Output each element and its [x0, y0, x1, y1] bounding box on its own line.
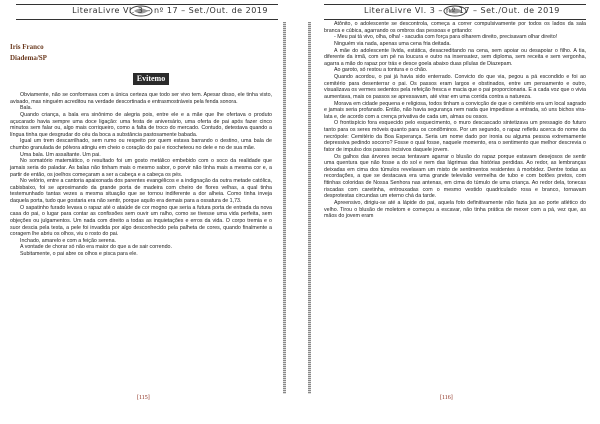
right-page: [300, 0, 600, 424]
paragraph: Inchado, amarelo e com a feição serena.: [20, 237, 116, 244]
paragraph: A mãe do adolescente lívida, estática, desacreditando na cena, sem apoiar ou desapoiar o filho. A tia, diferente da irmã, com um pé na loucura e outro na insensatez, sem diploma, sem receita e sem vergonha, agarra a mão do rapaz por trás e desce goela abaixo duas pílulas de Diazepam.: [324, 47, 586, 67]
author-place: Diadema/SP: [10, 54, 47, 62]
paragraph: Subitamente, o pai abre os olhos e pisca para ele.: [20, 251, 138, 257]
running-header-right: [324, 4, 586, 20]
page-number-left: [115]: [137, 395, 150, 401]
running-header-left: [16, 4, 278, 20]
paragraph: Bala.: [20, 105, 33, 112]
page-edge-decoration: [308, 22, 311, 394]
paragraph: Quando acordou, o pai já havia sido enterrado. Convicto do que via, pegou a pá escondido e foi ao cemitério para desenterrar o pai. Os passos eram largos e obstinados, entre um pensamento e outro, visualizava os vermes sedentos pela refeição fresca e macia que o pai proporcionaria. E a cada voz que o vivia aumentava, mais os passos se apressavam, até virar em uma corrida contra a natureza.: [324, 74, 586, 100]
author-name: Iris Franco: [10, 43, 44, 51]
paragraph: Os galhos das árvores secas tentavam agarrar o blusão do rapaz porque estavam desejosos de sentir uma quentura que não fosse a do sol e nem das lágrimas das histórias perdidas. Ao redor, as lembranças deixadas em cima dos túmulos revelavam um misto de sentimentos residentes à morbidez. Dentre todas as recordações, a que se destacava era uma grande televisão vermelha de tubo e com botões pretos, com fitinhas coloridas de Nossa Senhora nas antenas, em cima do túmulo de uma criança. Ao redor dela, tonecas riscadas com caretinha, entrouxadas com o mesmo vestido quadriculado rosa e branco, tornavam desprotestas circundas um eterno chá da tarde.: [324, 153, 586, 200]
page-edge-decoration: [283, 22, 286, 394]
paragraph: Obviamente, não se conformava com a única certeza que todo ser vivo tem. Apesar disso, ele tinha visto, avisado, mas ninguém acreditou na verdade descortinada e entrasmostráveis pela fenda sonora.: [10, 92, 272, 105]
paragraph: Morava em cidade pequena e religiosa, todos tinham a convicção de que o cemitério era um local sagrado e jamais seria profanado. Então, não havia segurança nem nada que impedisse a entrada, só uns bichos vira-lata e, de acordo com a crença privativa de cada um, almas ou ossos.: [324, 100, 586, 120]
paragraph: No velório, entre a cantoria apaixonada dos parentes evangélicos e a indignação da outra metade católica, cabisbaixo, foi se aproximando da grande porta de madeira com cheiro de flores velhas, a qual tinha testemunhado tantas vezes a mesma situação que se tornou indiferente a dor alheia. Como tinha inveja daquela porta, tudo que gostaria era não sentir, porque aquilo era demais para a ossatura de 1,73.: [10, 178, 272, 204]
paragraph: No somatório matemático, o resultado foi um gosto metálico embebido com o soco da realidade que jamais seria do paladar. As balas não tinham mais o mesmo sabor, o porvir não tinha mais a mesma cor e, a partir de então, os joelhos começaram a ser a cabeça e a cabeça os pés.: [10, 158, 272, 178]
paragraph: Atônito, o adolescente se descontrola, começa a correr compulsivamente por todos os lados da sala branca e cúbica, agarrando os ombros das pessoas e gritando:: [324, 21, 586, 34]
paragraph: Uma bala. Um assaltante. Um pai.: [20, 151, 101, 158]
story-body-left: [10, 92, 272, 258]
story-title: Evitemo: [133, 73, 169, 85]
paragraph: Ao garoto, só restou a tontura e o chão.: [334, 67, 428, 74]
paragraph: Quando criança, a bala era sinônimo de alegria pois, entre ele e a mãe que lhe ofertava o produto açucarado havia sempre uma doce ligação: uma festa de aniversário, uma oferta de pai após fazer cinco minutos sem falar ou, algo mais corriqueiro, como a falta de troco do mercado. Contudo, detestava quando a língua tinha que desgrudar do céu da boca a substância pastosamente babada.: [10, 111, 272, 138]
paragraph: O sapatinho furado levava o rapaz até o ataúde de cor mogno que seria a futura porta de entrada da nova casa do pai, o lugar para contar as confissões sem ouvir um ralho, como se tivesse uma vida perfeita, sem objeções ou julgamentos. Um nada com direito a todas as inquietações e erros da vida. O corpo tremia e o suor descia pela testa, a pele foi invadida por algo desconhecido pela palheta de cores, quando finalmente a coragem lhe abriu os olhos, viu o rosto do pai.: [10, 204, 272, 238]
paragraph: Ninguém via nada, apenas uma cena fria deitada.: [334, 40, 451, 47]
paragraph: A vontade de chorar só não era maior do que a de sair correndo.: [20, 244, 172, 251]
page-number-right: [116]: [440, 395, 453, 401]
running-header-text: LiteraLivre Vl. 3 – nº 17 – Set./Out. de 2019: [364, 6, 560, 15]
paragraph: O frontispício fora esquecido pelo esquecimento, o muro descascado sintetizava um pressagio do futuro tanto para os seres móveis quanto para os condôminos. Por um segundo, o rapaz refletiu acerca do nome da necrópole: Cemitério da Boa Esperança. Seria um nome dado por ironia ou alguma pessoa extremamente depressiva pedindo socorro? Fosse o qual fosse, naquele momento, era o sentimento que melhor descrevia o fator de impulso dos passos incisivos daquele jovem.: [324, 120, 586, 153]
paragraph: - Meu pai tá vivo, olha, olha! - sacudia com força para olharem direito, precisavam olhar direito!: [334, 34, 558, 41]
story-body-right: [324, 21, 586, 220]
running-header-text: LiteraLivre Vl. 3 – nº 17 – Set./Out. de 2019: [72, 6, 268, 15]
author-block: [10, 42, 47, 64]
paragraph: Apreensivo, dirigiu-se até a lápide do pai, aquela foto definitivamente não fazia jus ao porte atlético do velho. Tirou o blusão de moletom e começou a escavar, não tinha prática de mexer com a pá, vez que, as mãos do jovem eram: [324, 199, 586, 220]
paragraph: Igual um trem descarrilhado, sem rumo ou respeito por quem estava barrando o destino, uma bala de chumbo granulada de pólvora atingiu em cheio o coração do pai e ricocheteou no dele e no de sua mãe.: [10, 138, 272, 151]
